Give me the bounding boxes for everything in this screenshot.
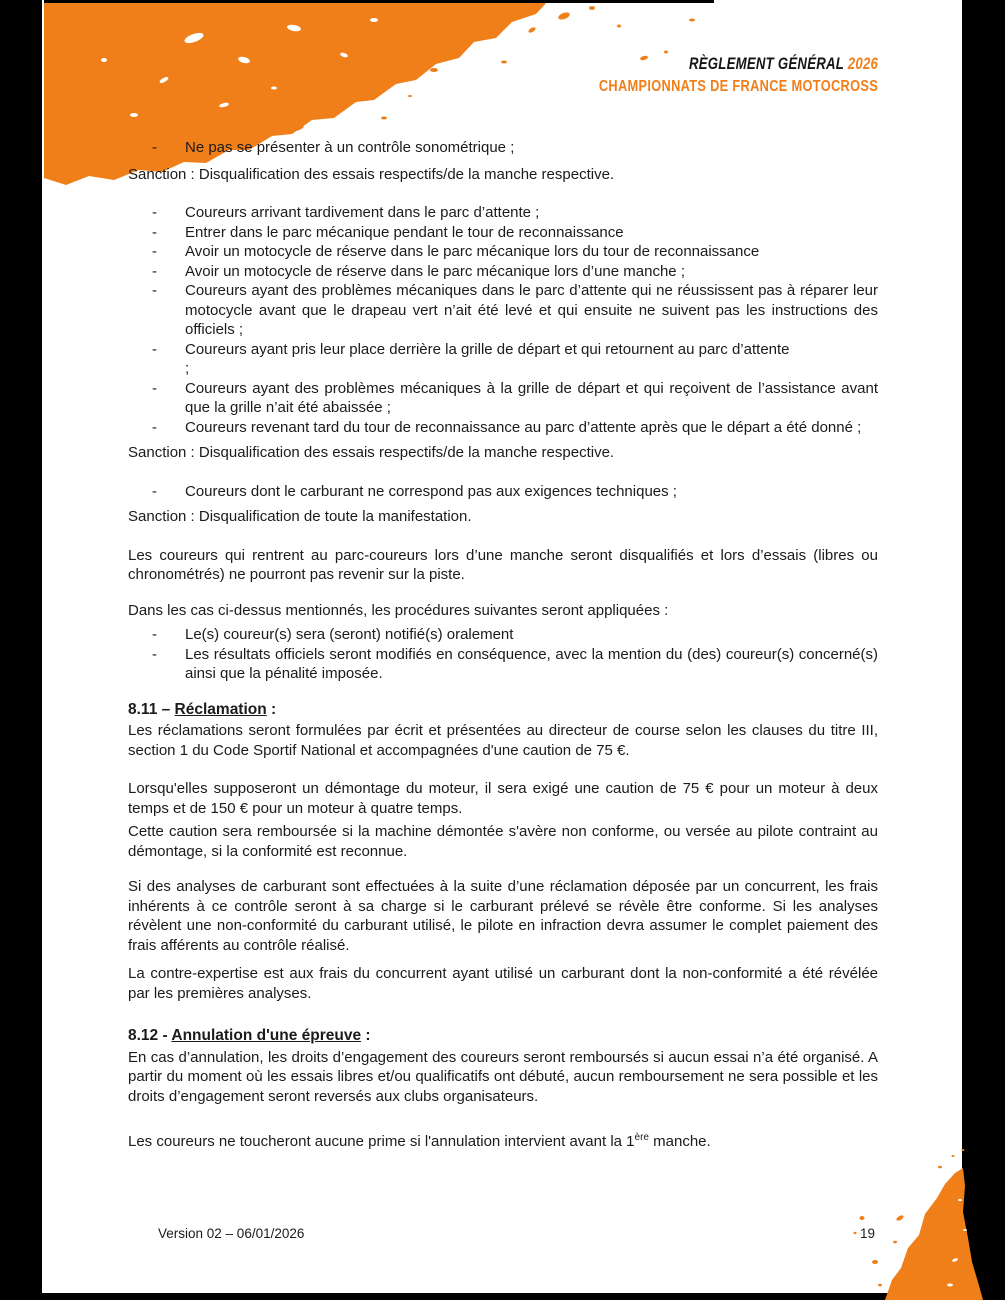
title-year: 2026 — [847, 55, 878, 73]
list-item — [128, 379, 878, 418]
scan-border-left — [0, 0, 42, 1300]
section-heading-8-11 — [128, 700, 878, 720]
bullet-dash: - — [152, 204, 157, 221]
list-item-line-1: Coureurs ayant pris leur place derrière la grille de départ et qui retournent au parc d’attente — [185, 340, 790, 358]
list-item — [128, 262, 878, 282]
bullet-dash: - — [152, 645, 157, 663]
section-suffix: : — [361, 1027, 371, 1044]
paragraph-analyses: Si des analyses de carburant sont effectuées à la suite d’une réclamation déposée par un concurrent, les frais inhérents à ce contrôle seront à sa charge si le carburant prélevé se révèle être conforme. Si les analyses révèlent une non-conformité du carburant utilisé, le pilote en infraction devra assumer le complet paiement des frais afférents au contrôle réalisé. — [128, 878, 878, 954]
paragraph-annulation: En cas d’annulation, les droits d’engagement des coureurs seront remboursés si aucun essai n’a été organisé. A partir du moment où les essais libres et/ou qualificatifs ont débuté, aucun remboursement ne sera possible et les droits d’engagement seront reversés aux clubs organisateurs. — [128, 1048, 878, 1105]
title-text: RÈGLEMENT GÉNÉRAL — [688, 55, 844, 73]
list-item-text: Coureurs revenant tard du tour de reconnaissance au parc d’attente après que le départ a été donné ; — [185, 418, 862, 436]
bullet-dash: - — [152, 482, 157, 500]
list-item-text: Coureurs dont le carburant ne correspond pas aux exigences techniques ; — [185, 482, 677, 500]
paragraph-contre-expertise: La contre-expertise est aux frais du concurrent ayant utilisé un carburant dont la non-conformité a été révélée par les premières analyses. — [128, 965, 878, 1002]
list-item — [128, 340, 878, 379]
bullet-dash: - — [152, 379, 157, 397]
section-number: 8.11 – — [128, 700, 175, 718]
bullet-dash: - — [152, 139, 157, 156]
list-item-text: Avoir un motocycle de réserve dans le parc mécanique lors d’une manche ; — [185, 262, 685, 280]
list-item — [128, 223, 878, 243]
list-item-text: Coureurs ayant des problèmes mécaniques à la grille de départ et qui reçoivent de l’assistance avant que la grille n’ait été abaissée ; — [185, 379, 878, 416]
paragraph-sanction-2: Sanction : Disqualification des essais respectifs/de la manche respective. — [128, 444, 615, 461]
list-item-text: Ne pas se présenter à un contrôle sonométrique ; — [185, 139, 515, 156]
list-item — [128, 625, 878, 645]
list-item — [128, 281, 878, 340]
section-title: Réclamation — [174, 700, 267, 718]
section-suffix: : — [266, 700, 277, 718]
bullet-dash: - — [152, 243, 157, 260]
prime-text: Les coureurs ne toucheront aucune prime si l'annulation intervient avant la 1 — [128, 1133, 635, 1150]
list-item-text: Entrer dans le parc mécanique pendant le tour de reconnaissance — [185, 223, 624, 241]
list-item — [128, 138, 878, 158]
prime-text-end: manche. — [648, 1133, 711, 1150]
list-item-text — [185, 340, 878, 379]
page-footer — [158, 1226, 875, 1241]
prime-superscript: ère — [634, 1132, 649, 1143]
list-item-text: Coureurs ayant des problèmes mécaniques dans le parc d’attente qui ne réussissent pas à réparer leur motocycle avant que le drapeau vert n’ait été levé et qui ensuite ne suivent pas les instructions des officiels ; — [185, 282, 878, 338]
paragraph-lorsqu: Lorsqu'elles supposeront un démontage du moteur, il sera exigé une caution de 75 € pour un moteur à deux temps et de 150 € pour un moteur à quatre temps. — [128, 780, 878, 817]
scan-border-right — [962, 0, 1005, 1300]
procedures-list — [128, 625, 878, 684]
paragraph-reclamations: Les réclamations seront formulées par écrit et présentées au directeur de course selon les clauses du titre III, section 1 du Code Sportif National et accompagnées d'une caution de 75 €. — [128, 722, 878, 759]
list-item — [128, 645, 878, 684]
bullet-dash: - — [152, 626, 157, 643]
bullet-dash: - — [152, 282, 157, 299]
list-item — [128, 482, 878, 502]
list-item-text: Avoir un motocycle de réserve dans le parc mécanique lors du tour de reconnaissance — [185, 243, 760, 260]
footer-page-number: 19 — [859, 1226, 875, 1241]
violations-list — [128, 203, 878, 437]
bullet-dash: - — [152, 340, 157, 358]
list-item — [128, 203, 878, 223]
paragraph-disqualified: Les coureurs qui rentrent au parc-coureurs lors d’une manche seront disqualifiés et lors d’essais (libres ou chronométrés) ne pourront pas revenir sur la piste. — [128, 546, 878, 583]
list-item-text: Coureurs arrivant tardivement dans le parc d’attente ; — [185, 204, 540, 221]
section-title: Annulation d'une épreuve — [171, 1027, 362, 1044]
bullet-dash: - — [152, 223, 157, 241]
document-page — [42, 0, 962, 1300]
list-item — [128, 242, 878, 262]
bullet-dash: - — [152, 262, 157, 280]
paragraph-procedures-intro: Dans les cas ci-dessus mentionnés, les procédures suivantes seront appliquées : — [128, 601, 669, 619]
list-item-text: Le(s) coureur(s) sera (seront) notifié(s) oralement — [185, 626, 514, 643]
document-subtitle: CHAMPIONNATS DE FRANCE MOTOCROSS — [598, 78, 878, 95]
paragraph-sanction-1: Sanction : Disqualification des essais respectifs/de la manche respective. — [128, 165, 615, 183]
list-item — [128, 418, 878, 438]
footer-version: Version 02 – 06/01/2026 — [158, 1226, 305, 1241]
section-heading-8-12 — [128, 1026, 878, 1046]
paragraph-sanction-3: Sanction : Disqualification de toute la manifestation. — [128, 508, 472, 525]
list-item-line-2: ; — [185, 360, 190, 377]
list-item-text: Les résultats officiels seront modifiés en conséquence, avec la mention du (des) coureur(s) concerné(s) ainsi que la pénalité imposée. — [185, 645, 878, 682]
page-content — [128, 0, 878, 1152]
paragraph-prime — [128, 1132, 878, 1152]
scan-border-bottom — [18, 1293, 927, 1300]
section-number: 8.12 - — [128, 1027, 172, 1044]
scan-border-top — [44, 0, 714, 3]
bullet-dash: - — [152, 418, 157, 436]
splash-bottom-right-decoration — [845, 1140, 1005, 1300]
paragraph-caution: Cette caution sera remboursée si la machine démontée s'avère non conforme, ou versée au pilote contraint au démontage, si la conformité est reconnue. — [128, 823, 878, 860]
